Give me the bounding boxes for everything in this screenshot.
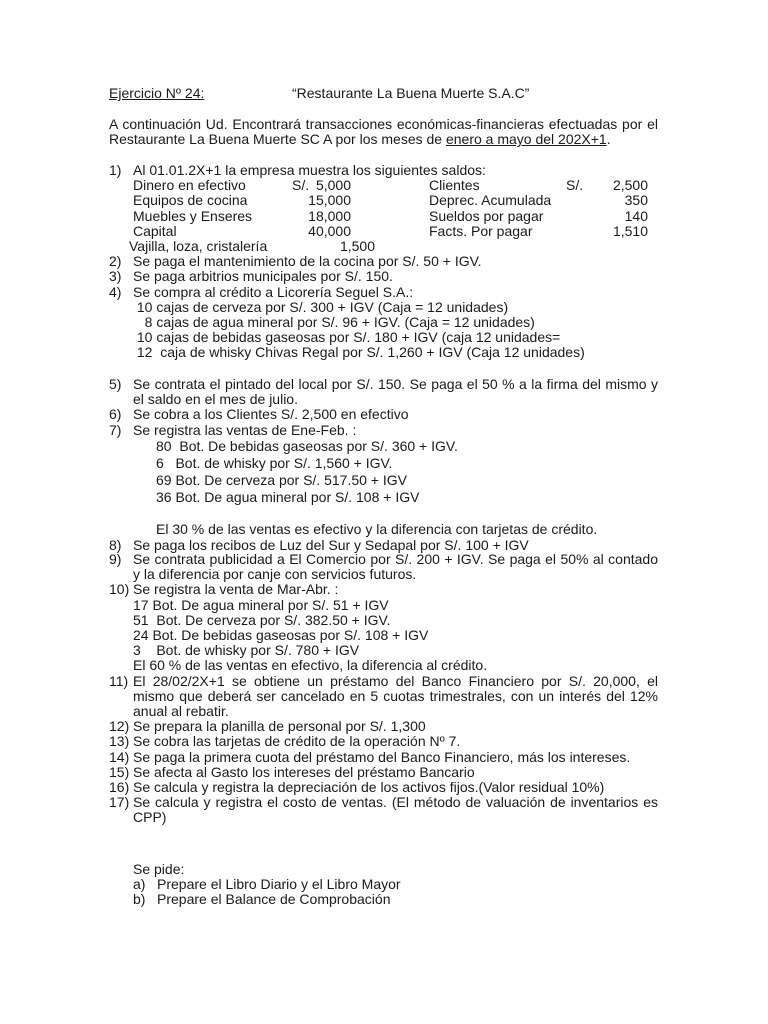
sale-line: 17 Bot. De agua mineral por S/. 51 + IGV	[133, 596, 389, 613]
item-number: 9)	[109, 551, 122, 567]
list-item	[109, 780, 658, 795]
balance-label: Clientes	[429, 177, 480, 194]
item-text: Se prepara la planilla de personal por S/. 1,300	[133, 718, 426, 735]
item-number: 10)	[109, 581, 130, 598]
item-text: Se afecta al Gasto los intereses del préstamo Bancario	[133, 763, 475, 780]
requirement-item	[133, 892, 401, 907]
item-number: 12)	[109, 718, 130, 735]
list-item	[109, 734, 658, 749]
list-item	[109, 765, 658, 780]
exercise-header	[109, 85, 530, 101]
list-item	[109, 407, 658, 422]
requirement-item	[133, 877, 401, 892]
item-number: 8)	[109, 536, 122, 553]
balance-label: Facts. Por pagar	[429, 222, 533, 239]
balance-label: Deprec. Acumulada	[429, 192, 552, 209]
sale-line: 3 Bot. de whisky por S/. 780 + IGV	[133, 642, 360, 659]
item-text: Se paga arbitrios municipales por S/. 150.	[133, 268, 393, 285]
item-number: 2)	[109, 253, 122, 270]
exercise-number: Ejercicio Nº 24:	[109, 85, 205, 101]
balance-amount: 40,000	[308, 222, 351, 239]
item-text: Se paga el mantenimiento de la cocina por S/. 50 + IGV.	[133, 253, 482, 270]
balance-label: Equipos de cocina	[133, 192, 248, 209]
balance-amount: 1,500	[339, 238, 375, 254]
purchase-line: 8 cajas de agua mineral por S/. 96 + IGV. (Caja = 12 unidades)	[133, 314, 535, 331]
requirement-letter: a)	[133, 876, 146, 893]
list-item	[109, 269, 658, 284]
balance-label: Muebles y Enseres	[133, 207, 253, 224]
balance-amount: 350	[624, 192, 648, 209]
intro-period: enero a mayo del 202X+1	[445, 131, 607, 148]
currency-symbol: S/.	[292, 177, 310, 194]
requirements-section	[133, 862, 401, 908]
intro-paragraph	[109, 117, 658, 147]
balance-label: Vajilla, loza, cristalería	[129, 238, 268, 254]
item-number: 7)	[109, 421, 122, 438]
item-number: 3)	[109, 268, 122, 285]
item-text: Al 01.01.2X+1 la empresa muestra los siguientes saldos:	[133, 162, 486, 178]
balance-amount: 1,510	[612, 222, 648, 239]
item-text: Se contrata el pintado del local por S/. 150. Se paga el 50 % a la firma del mismo y el saldo en el mes de julio.	[133, 376, 658, 408]
purchase-line: 10 cajas de cerveza por S/. 300 + IGV (Caja = 12 unidades)	[133, 298, 509, 315]
item-text: Se paga los recibos de Luz del Sur y Sedapal por S/. 100 + IGV	[133, 536, 529, 553]
item-number: 13)	[109, 733, 130, 750]
list-item	[109, 582, 658, 673]
item-text: Se cobra las tarjetas de crédito de la operación Nº 7.	[133, 733, 461, 750]
list-item	[109, 377, 658, 407]
item-number: 6)	[109, 406, 122, 423]
list-item	[109, 750, 658, 765]
requirement-text: Prepare el Libro Diario y el Libro Mayor	[157, 876, 401, 893]
sales-note: El 30 % de las ventas es efectivo y la diferencia con tarjetas de crédito.	[156, 520, 598, 537]
sale-line: 80 Bot. De bebidas gaseosas por S/. 360 + IGV.	[156, 437, 458, 454]
sale-line: 36 Bot. De agua mineral por S/. 108 + IGV	[156, 488, 420, 505]
sales-note: El 60 % de las ventas en efectivo, la diferencia al crédito.	[133, 657, 488, 674]
balance-label: Dinero en efectivo	[133, 177, 246, 194]
sale-line: 24 Bot. De bebidas gaseosas por S/. 108 + IGV	[133, 627, 429, 644]
intro-end: .	[606, 131, 611, 148]
list-item	[109, 674, 658, 720]
list-item	[109, 254, 658, 269]
transaction-list-2	[109, 377, 658, 553]
balance-label: Capital	[133, 222, 177, 239]
currency-symbol: S/.	[566, 177, 584, 194]
item-number: 11)	[109, 672, 129, 689]
list-item	[109, 423, 658, 538]
list-item	[109, 163, 658, 178]
intro-text: A continuación Ud. Encontrará transacciones económicas-financieras efectuadas por el Restaurante La Buena Muerte SC A por los meses de	[109, 116, 658, 148]
sale-line: 51 Bot. De cerveza por S/. 382.50 + IGV.	[133, 611, 391, 628]
list-item	[109, 795, 658, 825]
item-number: 15)	[109, 763, 130, 780]
requirement-text: Prepare el Balance de Comprobación	[157, 891, 391, 908]
item-number: 16)	[109, 779, 130, 796]
purchase-line: 10 cajas de bebidas gaseosas por S/. 180 + IGV (caja 12 unidades=	[133, 329, 561, 346]
item-text: Se calcula y registra el costo de ventas. (El método de valuación de inventarios es CPP)	[133, 794, 658, 826]
balance-amount: 5,000	[315, 177, 351, 194]
balance-amount: 18,000	[308, 207, 351, 224]
list-item	[109, 285, 658, 361]
item-number: 1)	[109, 162, 122, 178]
balance-amount: 140	[624, 207, 648, 224]
item-text: Se compra al crédito a Licorería Seguel S.A.:	[133, 283, 414, 300]
balance-table	[129, 177, 658, 254]
list-item	[109, 552, 658, 582]
requirements-heading: Se pide:	[133, 861, 185, 877]
sale-line: 6 Bot. de whisky por S/. 1,560 + IGV.	[156, 454, 393, 471]
sale-line: 69 Bot. De cerveza por S/. 517.50 + IGV	[156, 471, 407, 488]
transaction-list-1	[109, 163, 658, 361]
item-text: Se calcula y registra la depreciación de los activos fijos.(Valor residual 10%)	[133, 779, 605, 796]
item-text: Se registra las ventas de Ene-Feb. :	[133, 421, 357, 438]
item-text: El 28/02/2X+1 se obtiene un préstamo del Banco Financiero por S/. 20,000, el mismo que deberá ser cancelado en 5 cuotas trimestrales, con un interés del 12% anual al rebatir.	[133, 672, 658, 720]
balance-label: Sueldos por pagar	[429, 207, 544, 224]
balance-amount: 2,500	[612, 177, 648, 194]
item-number: 4)	[109, 283, 122, 300]
item-text: Se paga la primera cuota del préstamo del Banco Financiero, más los intereses.	[133, 748, 631, 765]
purchase-line: 12 caja de whisky Chivas Regal por S/. 1,260 + IGV (Caja 12 unidades)	[133, 344, 585, 361]
item-number: 17)	[109, 794, 130, 811]
item-number: 14)	[109, 748, 130, 765]
balance-amount: 15,000	[308, 192, 351, 209]
item-text: Se contrata publicidad a El Comercio por S/. 200 + IGV. Se paga el 50% al contado y la diferencia por canje con servicios futuros.	[133, 551, 658, 583]
company-name: “Restaurante La Buena Muerte S.A.C”	[292, 85, 530, 101]
requirement-letter: b)	[133, 891, 146, 908]
item-number: 5)	[109, 376, 122, 392]
list-item	[109, 719, 658, 734]
transaction-list-3	[109, 552, 658, 826]
item-text: Se registra la venta de Mar-Abr. :	[133, 581, 339, 598]
item-text: Se cobra a los Clientes S/. 2,500 en efectivo	[133, 406, 409, 423]
